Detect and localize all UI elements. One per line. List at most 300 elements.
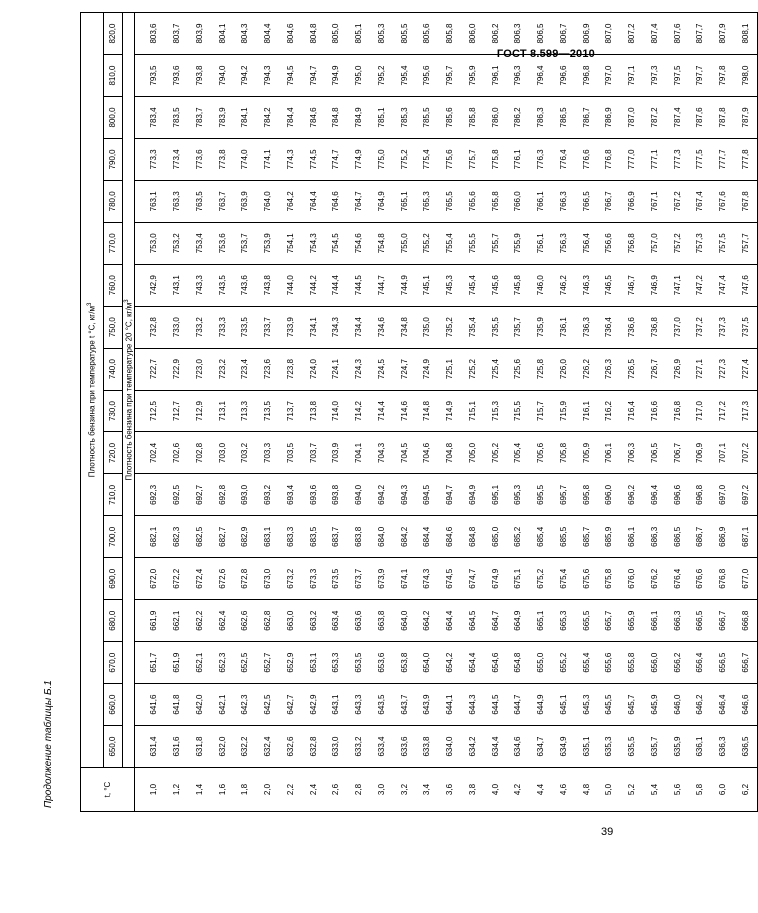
density-cell: 686,5 xyxy=(666,516,689,558)
density-cell: 754,6 xyxy=(348,222,371,264)
density-cell: 703,2 xyxy=(234,432,257,474)
density-cell: 714,9 xyxy=(439,390,462,432)
density-cell: 804,8 xyxy=(302,13,325,55)
density-cell: 692,7 xyxy=(189,474,212,516)
density-cell: 642,1 xyxy=(211,684,234,726)
density-cell: 674,3 xyxy=(416,558,439,600)
density-cell: 806,3 xyxy=(507,13,530,55)
density-cell: 755,2 xyxy=(416,222,439,264)
table-row xyxy=(143,13,166,812)
density-cell: 644,9 xyxy=(530,684,553,726)
density-cell: 633,4 xyxy=(371,726,394,768)
density-cell: 682,5 xyxy=(189,516,212,558)
density-cell: 666,8 xyxy=(735,600,758,642)
density-cell: 706,3 xyxy=(621,432,644,474)
density-cell: 735,2 xyxy=(439,306,462,348)
density-cell: 633,2 xyxy=(348,726,371,768)
density-cell: 807,9 xyxy=(712,13,735,55)
spacer-cell xyxy=(135,97,144,139)
temperature-cell: 1,0 xyxy=(143,768,166,812)
density-cell: 684,0 xyxy=(371,516,394,558)
density-cell: 725,2 xyxy=(462,348,485,390)
density-cell: 755,9 xyxy=(507,222,530,264)
density-cell: 754,3 xyxy=(302,222,325,264)
density-column-header: 730,0 xyxy=(104,390,123,432)
density-cell: 673,7 xyxy=(348,558,371,600)
density-cell: 655,0 xyxy=(530,642,553,684)
density-column-header: 820,0 xyxy=(104,13,123,55)
density-cell: 682,1 xyxy=(143,516,166,558)
density-cell: 797,1 xyxy=(621,55,644,97)
density-cell: 807,4 xyxy=(644,13,667,55)
density-cell: 787,0 xyxy=(621,97,644,139)
density-cell: 634,9 xyxy=(553,726,576,768)
density-cell: 755,4 xyxy=(439,222,462,264)
density-cell: 632,6 xyxy=(280,726,303,768)
density-cell: 796,1 xyxy=(484,55,507,97)
density-cell: 785,3 xyxy=(393,97,416,139)
density-cell: 798,0 xyxy=(735,55,758,97)
density-cell: 776,3 xyxy=(530,138,553,180)
density-cell: 807,0 xyxy=(598,13,621,55)
density-cell: 635,9 xyxy=(666,726,689,768)
density-cell: 645,9 xyxy=(644,684,667,726)
temperature-cell: 4,8 xyxy=(575,768,598,812)
density-cell: 786,5 xyxy=(553,97,576,139)
density-cell: 724,7 xyxy=(393,348,416,390)
density-cell: 644,7 xyxy=(507,684,530,726)
density-cell: 737,5 xyxy=(735,306,758,348)
temperature-cell: 2,0 xyxy=(257,768,280,812)
density-cell: 797,3 xyxy=(644,55,667,97)
density-cell: 785,8 xyxy=(462,97,485,139)
density-cell: 737,0 xyxy=(666,306,689,348)
density-cell: 784,1 xyxy=(234,97,257,139)
density-cell: 727,3 xyxy=(712,348,735,390)
density-cell: 734,6 xyxy=(371,306,394,348)
density-cell: 753,0 xyxy=(143,222,166,264)
density-cell: 716,1 xyxy=(575,390,598,432)
table-row xyxy=(234,13,257,812)
density-cell: 714,2 xyxy=(348,390,371,432)
table-row xyxy=(211,13,234,812)
density-cell: 707,2 xyxy=(735,432,758,474)
density-column-header: 780,0 xyxy=(104,180,123,222)
table-row xyxy=(416,13,439,812)
density-cell: 645,7 xyxy=(621,684,644,726)
density-cell: 652,5 xyxy=(234,642,257,684)
density-cell: 797,7 xyxy=(689,55,712,97)
density-cell: 696,2 xyxy=(621,474,644,516)
density-cell: 764,4 xyxy=(302,180,325,222)
density-cell: 803,6 xyxy=(143,13,166,55)
density-cell: 745,6 xyxy=(484,264,507,306)
density-cell: 666,3 xyxy=(666,600,689,642)
table-row xyxy=(280,13,303,812)
density-cell: 694,0 xyxy=(348,474,371,516)
density-column-header: 760,0 xyxy=(104,264,123,306)
density-cell: 716,8 xyxy=(666,390,689,432)
density-cell: 714,4 xyxy=(371,390,394,432)
density-cell: 746,9 xyxy=(644,264,667,306)
density-cell: 634,2 xyxy=(462,726,485,768)
density-column-header: 700,0 xyxy=(104,516,123,558)
table-row xyxy=(689,13,712,812)
density-cell: 643,7 xyxy=(393,684,416,726)
density-cell: 744,9 xyxy=(393,264,416,306)
density-cell: 663,6 xyxy=(348,600,371,642)
density-cell: 703,9 xyxy=(325,432,348,474)
table-row xyxy=(439,13,462,812)
density-cell: 785,1 xyxy=(371,97,394,139)
density-cell: 743,8 xyxy=(257,264,280,306)
density-cell: 797,5 xyxy=(666,55,689,97)
temperature-cell: 3,8 xyxy=(462,768,485,812)
density-cell: 696,4 xyxy=(644,474,667,516)
table-row xyxy=(484,13,507,812)
density-table-body xyxy=(135,13,758,812)
density-cell: 664,7 xyxy=(484,600,507,642)
density-cell: 737,3 xyxy=(712,306,735,348)
density-cell: 662,4 xyxy=(211,600,234,642)
density-cell: 786,9 xyxy=(598,97,621,139)
density-cell: 673,5 xyxy=(325,558,348,600)
table-row xyxy=(371,13,394,812)
density-cell: 764,0 xyxy=(257,180,280,222)
density-cell: 693,4 xyxy=(280,474,303,516)
density-cell: 776,1 xyxy=(507,138,530,180)
spacer-cell xyxy=(135,642,144,684)
density-cell: 652,9 xyxy=(280,642,303,684)
table-row xyxy=(530,13,553,812)
density-cell: 745,4 xyxy=(462,264,485,306)
density-cell: 633,0 xyxy=(325,726,348,768)
density-cell: 767,2 xyxy=(666,180,689,222)
density-cell: 634,7 xyxy=(530,726,553,768)
spacer-cell xyxy=(135,516,144,558)
density-cell: 743,3 xyxy=(189,264,212,306)
density-cell: 702,8 xyxy=(189,432,212,474)
spacer-cell xyxy=(135,432,144,474)
temperature-column-header: t, °C xyxy=(81,768,135,812)
density-cell: 636,3 xyxy=(712,726,735,768)
density-table xyxy=(80,12,758,812)
density-cell: 635,7 xyxy=(644,726,667,768)
temperature-cell: 6,0 xyxy=(712,768,735,812)
density-cell: 763,5 xyxy=(189,180,212,222)
density-cell: 793,8 xyxy=(189,55,212,97)
density-cell: 787,6 xyxy=(689,97,712,139)
density-cell: 705,0 xyxy=(462,432,485,474)
density-cell: 665,7 xyxy=(598,600,621,642)
density-cell: 673,2 xyxy=(280,558,303,600)
density-cell: 794,0 xyxy=(211,55,234,97)
density-cell: 747,4 xyxy=(712,264,735,306)
density-cell: 723,6 xyxy=(257,348,280,390)
density-cell: 777,1 xyxy=(644,138,667,180)
density-cell: 803,9 xyxy=(189,13,212,55)
density-cell: 684,4 xyxy=(416,516,439,558)
temperature-cell: 3,6 xyxy=(439,768,462,812)
density-cell: 692,5 xyxy=(166,474,189,516)
table-row xyxy=(393,13,416,812)
density-cell: 764,7 xyxy=(348,180,371,222)
density-cell: 662,2 xyxy=(189,600,212,642)
density-cell: 776,6 xyxy=(575,138,598,180)
density-cell: 633,8 xyxy=(416,726,439,768)
density-cell: 765,6 xyxy=(462,180,485,222)
density-cell: 805,3 xyxy=(371,13,394,55)
density-cell: 655,4 xyxy=(575,642,598,684)
density-cell: 807,6 xyxy=(666,13,689,55)
temperature-cell: 3,4 xyxy=(416,768,439,812)
density-cell: 726,3 xyxy=(598,348,621,390)
density-cell: 642,7 xyxy=(280,684,303,726)
density-cell: 743,5 xyxy=(211,264,234,306)
document-code: ГОСТ 8.599—2010 xyxy=(496,48,595,60)
density-cell: 682,3 xyxy=(166,516,189,558)
temperature-cell: 3,2 xyxy=(393,768,416,812)
density-cell: 642,9 xyxy=(302,684,325,726)
density-cell: 795,6 xyxy=(416,55,439,97)
density-cell: 633,6 xyxy=(393,726,416,768)
density-cell: 704,8 xyxy=(439,432,462,474)
density-column-header: 740,0 xyxy=(104,348,123,390)
density-cell: 773,6 xyxy=(189,138,212,180)
density-cell: 737,2 xyxy=(689,306,712,348)
density-cell: 724,3 xyxy=(348,348,371,390)
density-cell: 664,2 xyxy=(416,600,439,642)
density-cell: 652,7 xyxy=(257,642,280,684)
density-cell: 797,8 xyxy=(712,55,735,97)
density-cell: 684,2 xyxy=(393,516,416,558)
density-cell: 656,4 xyxy=(689,642,712,684)
temperature-cell: 5,2 xyxy=(621,768,644,812)
temperature-cell: 5,8 xyxy=(689,768,712,812)
density-cell: 777,7 xyxy=(712,138,735,180)
density-cell: 787,8 xyxy=(712,97,735,139)
density-cell: 672,6 xyxy=(211,558,234,600)
spacer-cell xyxy=(135,55,144,97)
density-cell: 787,4 xyxy=(666,97,689,139)
temperature-cell: 5,4 xyxy=(644,768,667,812)
density-cell: 662,8 xyxy=(257,600,280,642)
density-cell: 656,2 xyxy=(666,642,689,684)
density-cell: 686,9 xyxy=(712,516,735,558)
density-cell: 735,0 xyxy=(416,306,439,348)
density-cell: 805,6 xyxy=(416,13,439,55)
density-cell: 784,2 xyxy=(257,97,280,139)
density-cell: 704,5 xyxy=(393,432,416,474)
density-cell: 764,2 xyxy=(280,180,303,222)
density-cell: 756,8 xyxy=(621,222,644,264)
density-cell: 717,0 xyxy=(689,390,712,432)
density-cell: 642,0 xyxy=(189,684,212,726)
spacer-cell xyxy=(135,348,144,390)
table-row xyxy=(712,13,735,812)
density-cell: 644,5 xyxy=(484,684,507,726)
density-cell: 716,6 xyxy=(644,390,667,432)
density-cell: 786,0 xyxy=(484,97,507,139)
density-cell: 672,8 xyxy=(234,558,257,600)
density-cell: 674,7 xyxy=(462,558,485,600)
density-cell: 673,9 xyxy=(371,558,394,600)
density-cell: 796,6 xyxy=(553,55,576,97)
density-cell: 696,0 xyxy=(598,474,621,516)
density-cell: 766,1 xyxy=(530,180,553,222)
density-cell: 674,5 xyxy=(439,558,462,600)
density-cell: 806,2 xyxy=(484,13,507,55)
density-cell: 744,0 xyxy=(280,264,303,306)
density-cell: 756,4 xyxy=(575,222,598,264)
density-cell: 725,4 xyxy=(484,348,507,390)
spacer-cell xyxy=(135,222,144,264)
density-cell: 631,4 xyxy=(143,726,166,768)
density-cell: 632,4 xyxy=(257,726,280,768)
density-cell: 652,3 xyxy=(211,642,234,684)
table-row xyxy=(348,13,371,812)
table-row xyxy=(666,13,689,812)
density-cell: 684,8 xyxy=(462,516,485,558)
density-cell: 675,4 xyxy=(553,558,576,600)
density-cell: 747,2 xyxy=(689,264,712,306)
density-cell: 716,4 xyxy=(621,390,644,432)
temperature-cell: 1,2 xyxy=(166,768,189,812)
density-cell: 703,3 xyxy=(257,432,280,474)
density-cell: 777,3 xyxy=(666,138,689,180)
temperature-cell: 2,8 xyxy=(348,768,371,812)
density-cell: 805,1 xyxy=(348,13,371,55)
density-cell: 705,2 xyxy=(484,432,507,474)
temperature-cell: 1,4 xyxy=(189,768,212,812)
density-cell: 793,6 xyxy=(166,55,189,97)
density-cell: 634,6 xyxy=(507,726,530,768)
density-cell: 654,0 xyxy=(416,642,439,684)
density-cell: 662,1 xyxy=(166,600,189,642)
density-cell: 742,9 xyxy=(143,264,166,306)
density-cell: 787,9 xyxy=(735,97,758,139)
spacer-cell xyxy=(135,390,144,432)
density-cell: 787,2 xyxy=(644,97,667,139)
spacer-cell xyxy=(135,474,144,516)
density-cell: 645,1 xyxy=(553,684,576,726)
density-cell: 697,0 xyxy=(712,474,735,516)
density-cell: 736,4 xyxy=(598,306,621,348)
density-cell: 763,1 xyxy=(143,180,166,222)
density-cell: 734,4 xyxy=(348,306,371,348)
density-cell: 685,9 xyxy=(598,516,621,558)
spacer-cell xyxy=(135,138,144,180)
density-cell: 666,1 xyxy=(644,600,667,642)
density-cell: 717,2 xyxy=(712,390,735,432)
density-cell: 676,2 xyxy=(644,558,667,600)
page-number: 39 xyxy=(601,826,614,838)
density-cell: 646,4 xyxy=(712,684,735,726)
density-column-header: 770,0 xyxy=(104,222,123,264)
density-cell: 723,0 xyxy=(189,348,212,390)
density-column-header: 720,0 xyxy=(104,432,123,474)
density-cell: 805,8 xyxy=(439,13,462,55)
density-cell: 736,3 xyxy=(575,306,598,348)
density-cell: 661,9 xyxy=(143,600,166,642)
density-cell: 664,0 xyxy=(393,600,416,642)
density-cell: 724,0 xyxy=(302,348,325,390)
density-cell: 692,8 xyxy=(211,474,234,516)
density-cell: 676,4 xyxy=(666,558,689,600)
density-cell: 766,7 xyxy=(598,180,621,222)
density-cell: 745,3 xyxy=(439,264,462,306)
density-cell: 727,4 xyxy=(735,348,758,390)
density-cell: 755,0 xyxy=(393,222,416,264)
density-cell: 767,6 xyxy=(712,180,735,222)
density-cell: 666,5 xyxy=(689,600,712,642)
density-cell: 703,5 xyxy=(280,432,303,474)
table-row xyxy=(575,13,598,812)
density-cell: 767,8 xyxy=(735,180,758,222)
density-cell: 656,5 xyxy=(712,642,735,684)
density-cell: 734,3 xyxy=(325,306,348,348)
density-cell: 645,3 xyxy=(575,684,598,726)
density-cell: 774,7 xyxy=(325,138,348,180)
density-cell: 743,1 xyxy=(166,264,189,306)
density-cell: 755,5 xyxy=(462,222,485,264)
density-cell: 786,3 xyxy=(530,97,553,139)
density-cell: 654,4 xyxy=(462,642,485,684)
density-column-header: 670,0 xyxy=(104,642,123,684)
density-cell: 703,7 xyxy=(302,432,325,474)
density-cell: 767,1 xyxy=(644,180,667,222)
density-cell: 684,6 xyxy=(439,516,462,558)
density-cell: 733,2 xyxy=(189,306,212,348)
density-cell: 796,8 xyxy=(575,55,598,97)
density-cell: 702,4 xyxy=(143,432,166,474)
density-cell: 736,1 xyxy=(553,306,576,348)
density-cell: 663,8 xyxy=(371,600,394,642)
density-cell: 663,4 xyxy=(325,600,348,642)
density-cell: 805,0 xyxy=(325,13,348,55)
density-cell: 676,0 xyxy=(621,558,644,600)
density-cell: 795,9 xyxy=(462,55,485,97)
density-cell: 712,5 xyxy=(143,390,166,432)
density-column-header: 790,0 xyxy=(104,138,123,180)
density-cell: 706,5 xyxy=(644,432,667,474)
table-row xyxy=(462,13,485,812)
density-cell: 694,9 xyxy=(462,474,485,516)
density-cell: 656,0 xyxy=(644,642,667,684)
temperature-cell: 2,2 xyxy=(280,768,303,812)
density-cell: 655,2 xyxy=(553,642,576,684)
spacer-cell xyxy=(135,306,144,348)
density-cell: 712,9 xyxy=(189,390,212,432)
density-cell: 651,9 xyxy=(166,642,189,684)
density-cell: 634,0 xyxy=(439,726,462,768)
density-cell: 717,3 xyxy=(735,390,758,432)
density-cell: 686,3 xyxy=(644,516,667,558)
temperature-cell: 1,8 xyxy=(234,768,257,812)
density-cell: 806,7 xyxy=(553,13,576,55)
density-cell: 722,9 xyxy=(166,348,189,390)
density-cell: 754,8 xyxy=(371,222,394,264)
density-cell: 646,6 xyxy=(735,684,758,726)
density-cell: 634,4 xyxy=(484,726,507,768)
density-cell: 727,1 xyxy=(689,348,712,390)
density-cell: 695,8 xyxy=(575,474,598,516)
spacer-cell xyxy=(135,180,144,222)
density-cell: 672,4 xyxy=(189,558,212,600)
density-cell: 641,8 xyxy=(166,684,189,726)
density-column-headers xyxy=(104,13,123,812)
density-cell: 685,0 xyxy=(484,516,507,558)
